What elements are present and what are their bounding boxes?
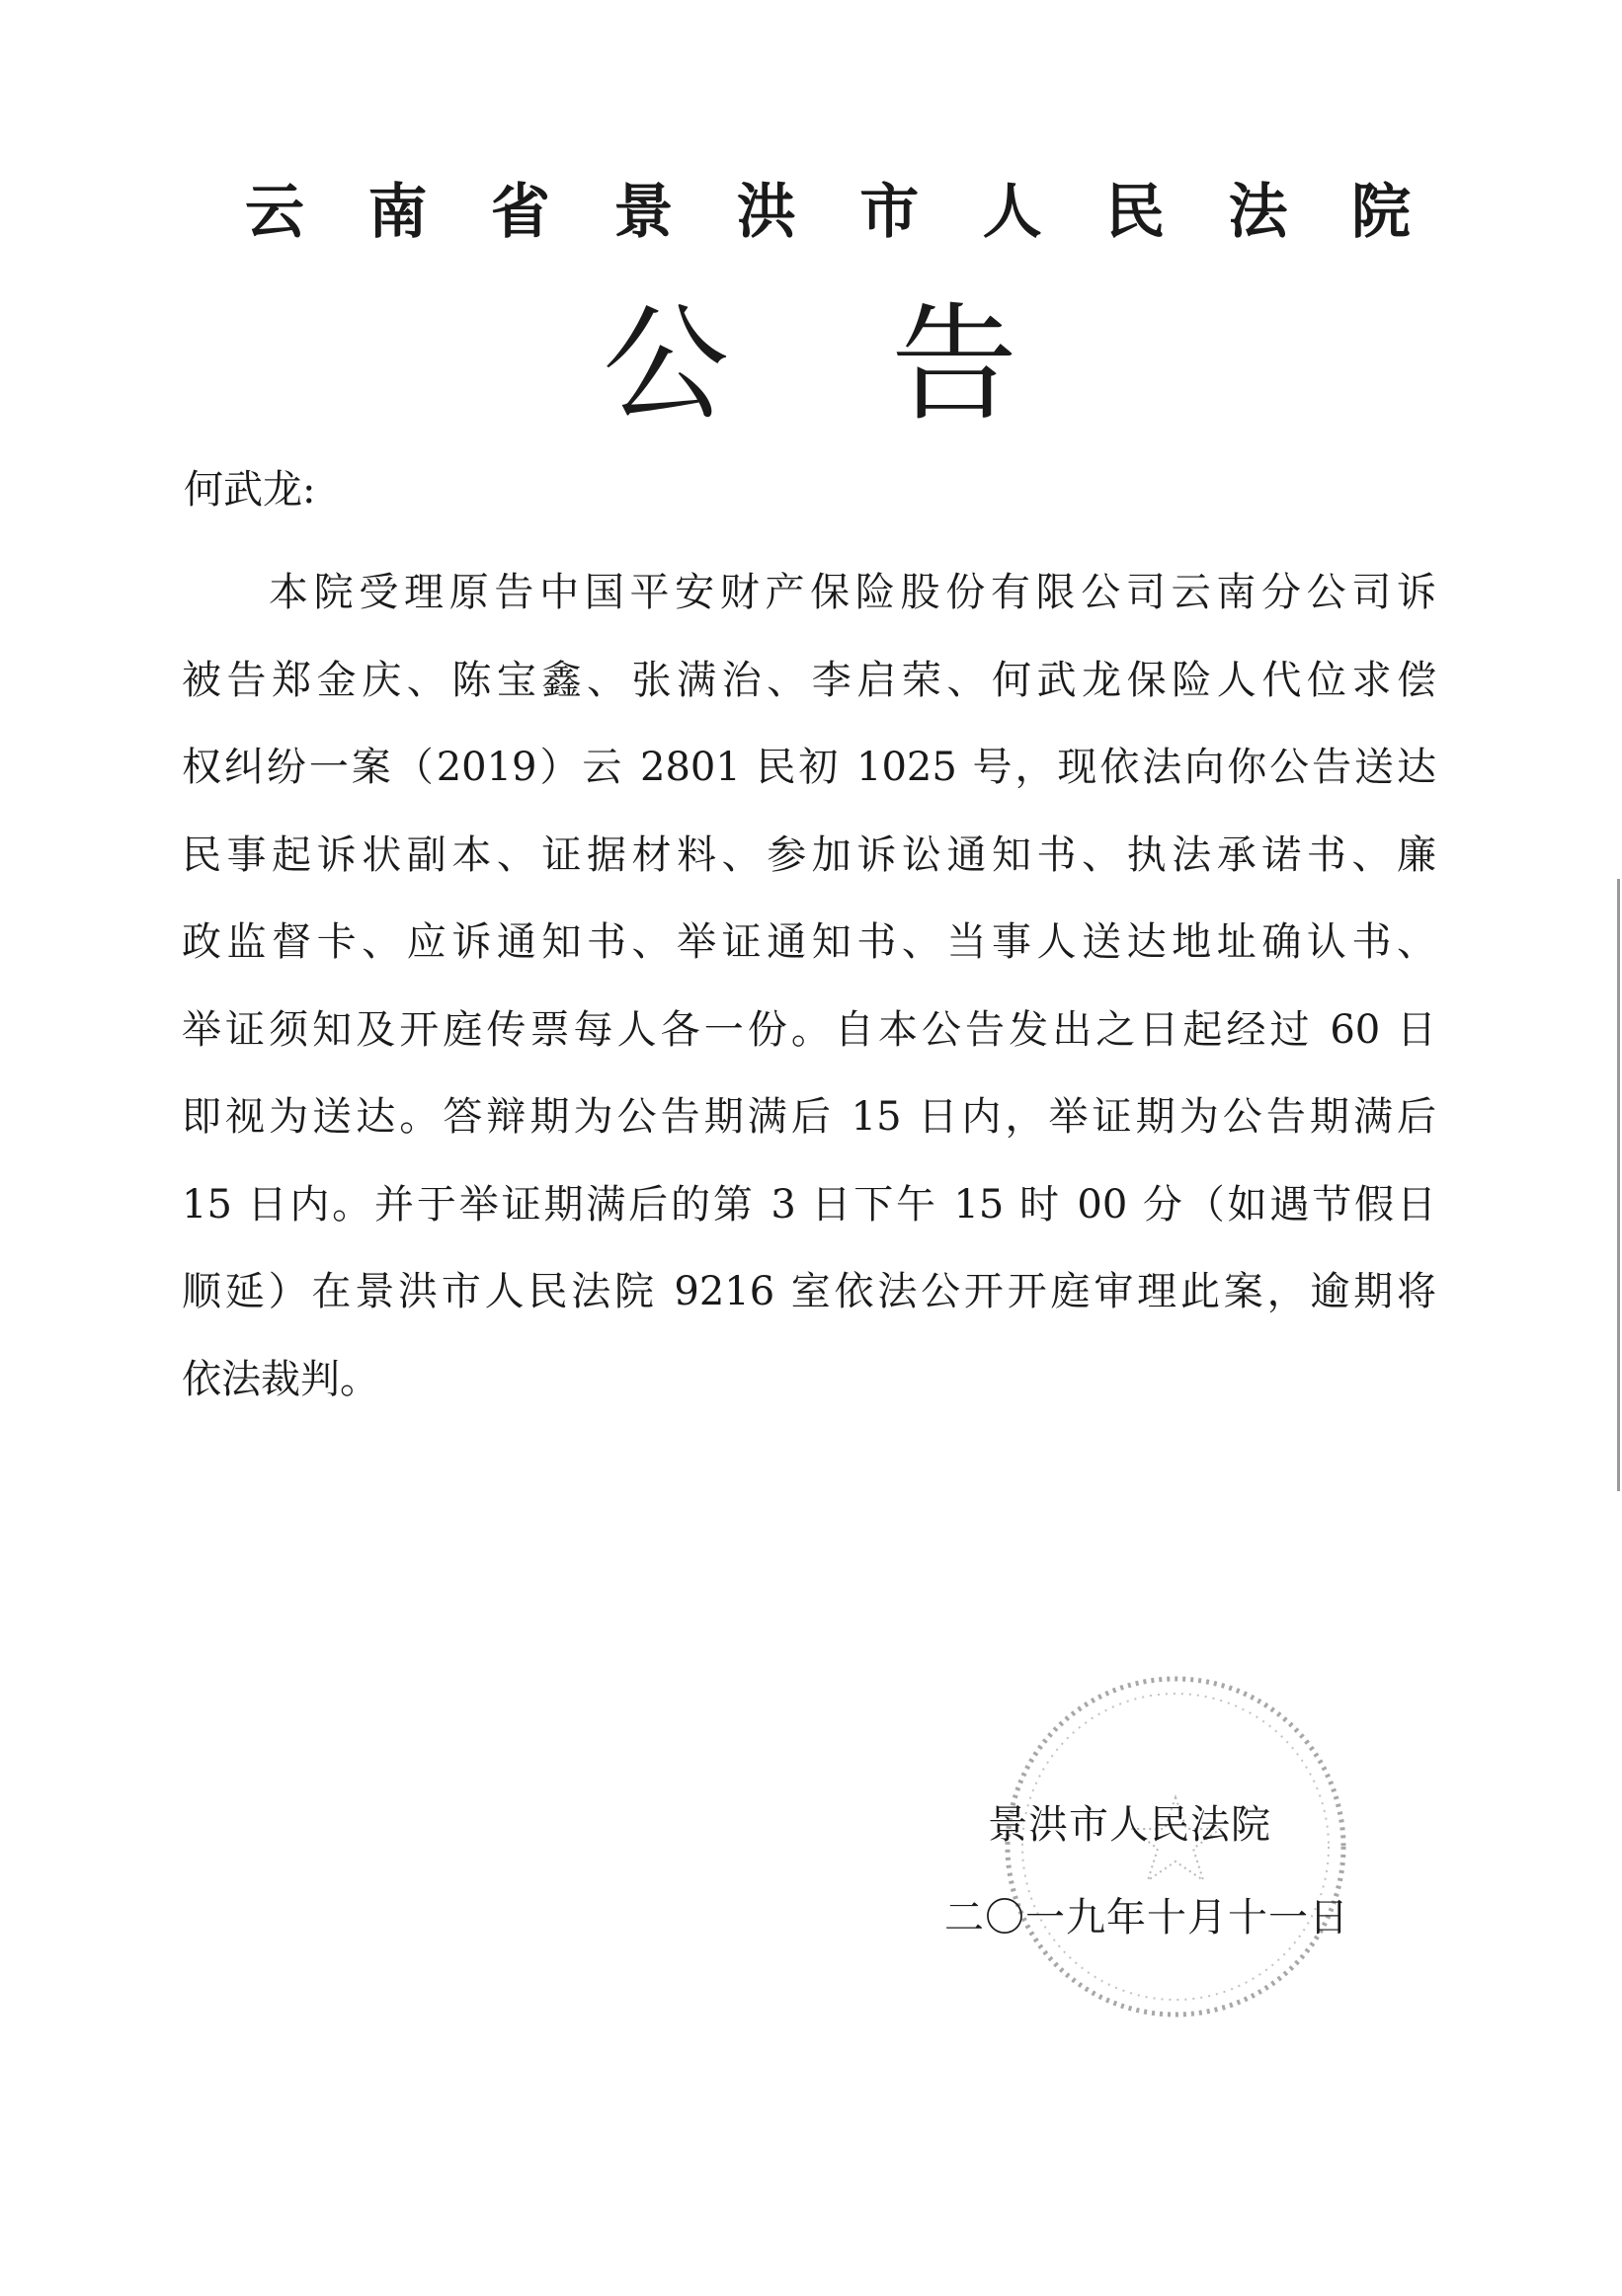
notice-title-char: 告 — [890, 291, 1017, 438]
court-name-heading — [245, 178, 1411, 247]
court-name-char: 南 — [367, 178, 428, 247]
notice-title-char: 公 — [603, 291, 730, 438]
court-name-char: 云 — [245, 178, 304, 247]
notice-body — [182, 549, 1436, 1423]
court-name-char: 院 — [1350, 178, 1411, 247]
body-line: 民事起诉状副本、证据材料、参加诉讼通知书、执法承诺书、廉 — [182, 831, 1436, 878]
court-name-char: 景 — [613, 178, 674, 247]
body-line: 依法裁判。 — [182, 1356, 379, 1402]
signature-court: 景洪市人民法院 — [988, 1802, 1271, 1848]
court-name-char: 人 — [982, 178, 1042, 247]
notice-title — [603, 291, 1017, 438]
signature-date: 二〇一九年十月十一日 — [944, 1895, 1349, 1940]
body-line: 顺延）在景洪市人民法院 9216 室依法公开开庭审理此案，逾期将 — [182, 1269, 1436, 1314]
addressee: 何武龙: — [184, 467, 316, 513]
court-name-char: 省 — [490, 178, 550, 247]
body-line: 15 日内。并于举证期满后的第 3 日下午 15 时 00 分（如遇节假日 — [182, 1181, 1436, 1227]
body-line: 举证须知及开庭传票每人各一份。自本公告发出之日起经过 60 日 — [182, 1006, 1436, 1053]
scan-edge-line — [1617, 879, 1620, 1491]
court-name-char: 法 — [1228, 178, 1288, 247]
court-name-char: 民 — [1105, 178, 1166, 247]
body-line: 被告郑金庆、陈宝鑫、张满治、李启荣、何武龙保险人代位求偿 — [182, 657, 1436, 703]
body-line: 权纠纷一案（2019）云 2801 民初 1025 号，现依法向你公告送达 — [182, 745, 1436, 790]
body-line: 本院受理原告中国平安财产保险股份有限公司云南分公司诉 — [269, 570, 1436, 615]
body-line: 即视为送达。答辩期为公告期满后 15 日内，举证期为公告期满后 — [182, 1094, 1436, 1140]
court-name-char: 市 — [859, 178, 920, 247]
court-name-char: 洪 — [736, 178, 796, 247]
body-line: 政监督卡、应诉通知书、举证通知书、当事人送达地址确认书、 — [182, 919, 1436, 965]
